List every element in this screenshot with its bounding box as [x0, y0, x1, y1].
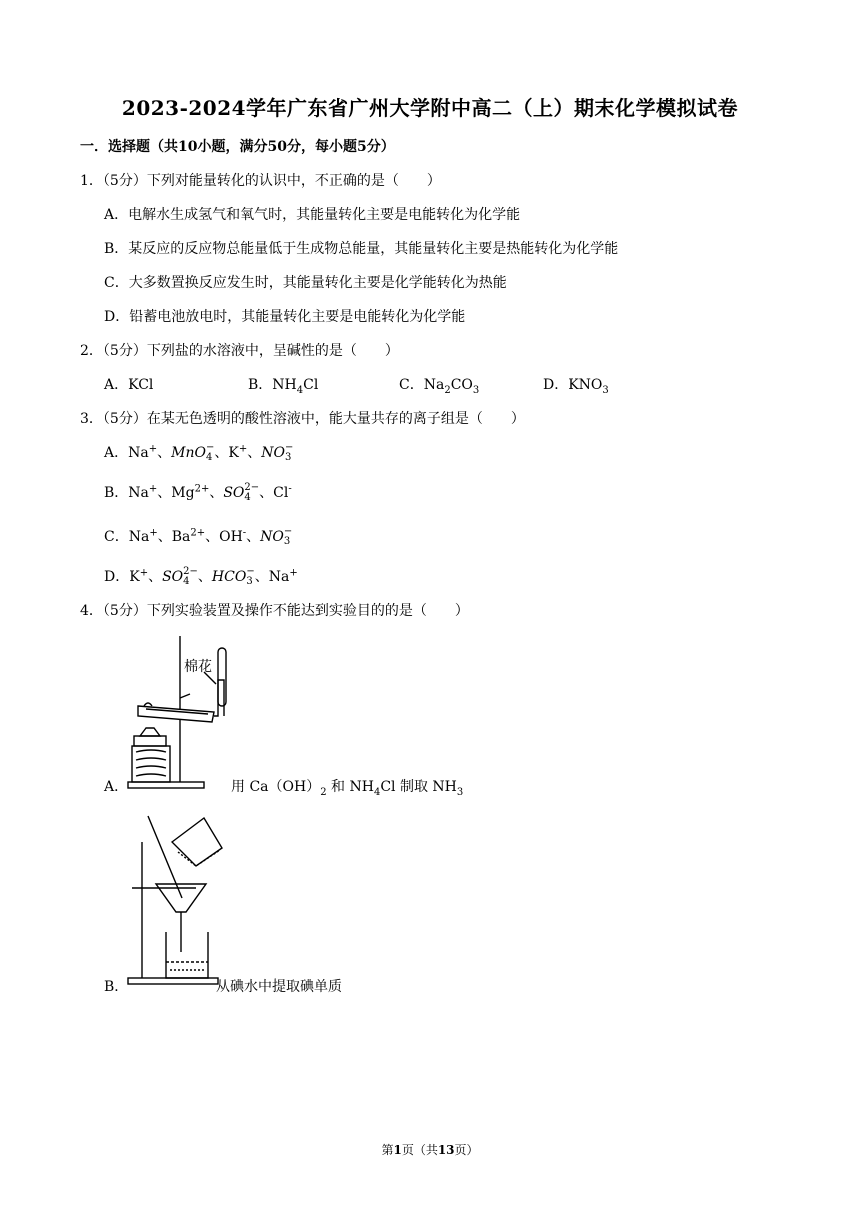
page-title: 2023-2024学年广东省广州大学附中高二（上）期末化学模拟试卷: [121, 96, 739, 120]
q3-option-a[interactable]: A．Na+、MnO − 4 、K+、NO − 3: [104, 442, 294, 463]
q4-stem: 4．（5分）下列实验装置及操作不能达到实验目的的是（ ）: [80, 603, 469, 619]
section-heading: 一．选择题（共10小题，满分50分，每小题5分）: [80, 139, 395, 155]
q2-stem: 2．（5分）下列盐的水溶液中，呈碱性的是（ ）: [80, 343, 399, 359]
q1-option-a[interactable]: A．电解水生成氢气和氧气时，其能量转化主要是电能转化为化学能: [104, 207, 521, 223]
apparatus-a-figure: [126, 632, 236, 792]
apparatus-b-figure: [126, 812, 226, 992]
q1-option-d[interactable]: D．铅蓄电池放电时，其能量转化主要是电能转化为化学能: [104, 309, 466, 325]
q2-option-c[interactable]: C．$Na_2CO_3$: [399, 377, 480, 396]
q3-option-c[interactable]: C．Na+、$Ba^{2+}$、OH-、NO − 3: [104, 526, 293, 547]
q4-option-b-text[interactable]: 从碘水中提取碘单质: [216, 979, 342, 995]
q4-option-a-text[interactable]: 用 $Ca(OH)_2$ 和 $NH_4Cl$ 制取 $NH_3$: [231, 779, 464, 798]
q4-option-b-label[interactable]: B．: [104, 979, 129, 995]
cotton-label: 棉花: [184, 659, 212, 675]
q4-option-a-label[interactable]: A．: [104, 779, 129, 795]
q2-option-a[interactable]: A．KCl: [104, 377, 154, 393]
q3-option-d[interactable]: D．K+、SO 2− 4 、HCO − 3 、Na+: [104, 566, 298, 587]
q1-option-b[interactable]: B．某反应的反应物总能量低于生成物总能量，其能量转化主要是热能转化为化学能: [104, 241, 619, 257]
q1-stem: 1．（5分）下列对能量转化的认识中，不正确的是（ ）: [80, 173, 441, 189]
q2-option-b[interactable]: B．$NH_4Cl$: [248, 377, 319, 396]
q2-option-d[interactable]: D．$KNO_3$: [543, 377, 609, 396]
q3-stem: 3．（5分）在某无色透明的酸性溶液中，能大量共存的离子组是（ ）: [80, 411, 525, 427]
q3-option-b[interactable]: B．Na+、$Mg^{2+}$、SO 2− 4 、Cl-: [104, 482, 292, 503]
page-footer: 第1页（共13页）: [381, 1143, 479, 1157]
q1-option-c[interactable]: C．大多数置换反应发生时，其能量转化主要是化学能转化为热能: [104, 275, 507, 291]
